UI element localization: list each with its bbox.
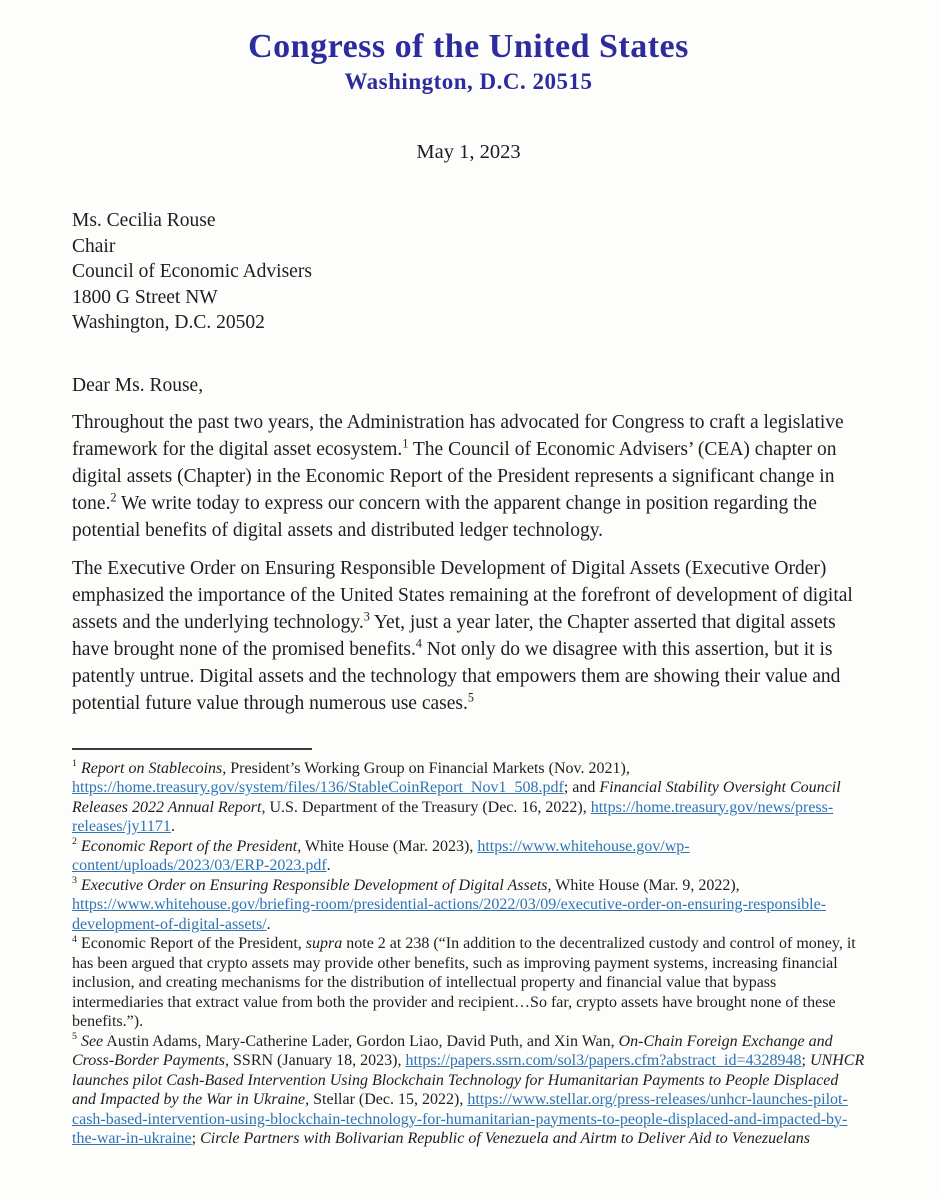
letter-date: May 1, 2023 [416, 141, 521, 163]
recipient-city: Washington, D.C. 20502 [72, 312, 265, 333]
recipient-title: Chair [72, 235, 116, 257]
footnote-3 [72, 876, 865, 935]
footnote-2 [72, 837, 865, 876]
text-run: ; and [563, 779, 600, 796]
recipient-address-block [72, 208, 865, 336]
hyperlink[interactable]: https://www.whitehouse.gov/wp-content/uploads/2023/03/ERP-2023.pdf [72, 837, 690, 874]
text-run: The Council of Economic Advisers’ (CEA) chapter on digital assets (Chapter) in the Economic Report of the President represents a significant change in tone. [72, 438, 837, 514]
hyperlink[interactable]: https://www.stellar.org/press-releases/unhcr-launches-pilot-cash-based-intervention-using-blockchain-technology-for-humanitarian-payments-to-people-displaced-and-impacted-by-the-war-in-ukraine [72, 1091, 848, 1147]
text-run: ; [191, 1130, 201, 1147]
italic-text: Economic Report of the President, [80, 837, 302, 855]
text-run: Throughout the past two years, the Administration has advocated for Congress to craft a legislative framework for the digital asset ecosystem. [72, 411, 844, 460]
recipient-organization: Council of Economic Advisers [72, 261, 312, 282]
footnote-text [72, 760, 841, 836]
footnote-4 [72, 934, 865, 1032]
hyperlink[interactable]: https://home.treasury.gov/system/files/136/StableCoinReport_Nov1_508.pdf [72, 779, 564, 796]
italic-text: supra [305, 935, 343, 952]
recipient-name: Ms. Cecilia Rouse [72, 210, 216, 231]
hyperlink[interactable]: https://papers.ssrn.com/sol3/papers.cfm?abstract_id=4328948 [405, 1052, 802, 1069]
body-paragraph-1 [72, 409, 865, 544]
italic-text: On-Chain Foreign Exchange and Cross-Border Payments, [72, 1032, 833, 1069]
footnote-ref: 1 [402, 436, 409, 450]
footnote-ref: 4 [415, 636, 422, 650]
text-run: We write today to express our concern with the apparent change in position regarding the potential benefits of digital assets and distributed ledger technology. [72, 492, 817, 541]
text-run: Austin Adams, Mary-Catherine Lader, Gordon Liao, David Puth, and Xin Wan, [103, 1032, 619, 1050]
text-run: note 2 at 238 (“In addition to the decentralized custody and control of money, it has been argued that crypto assets may provide other benefits, such as improving payment systems, increasing financial inclusion, and creating mechanisms for the distribution of intellectual property and financial value that bypass intermediaries that extract value from both the provider and recipient…So far, crypto assets have brought none of these benefits.”). [72, 935, 856, 1030]
italic-text: UNHCR launches pilot Cash-Based Intervention Using Blockchain Technology for Humanitarian Payments to People Displaced and Impacted by the War in Ukraine, [72, 1052, 865, 1108]
text-run: President’s Working Group on Financial Markets (Nov. 2021), [226, 759, 630, 777]
letterhead-subtitle: Washington, D.C. 20515 [344, 69, 593, 94]
footnote-ref: 3 [363, 609, 370, 623]
text-run: . [326, 857, 331, 874]
footnote-text [72, 877, 826, 933]
footnote-marker: 2 [72, 836, 77, 848]
footnote-text [72, 935, 856, 1030]
footnote-marker: 1 [72, 758, 77, 770]
footnotes-section [72, 759, 865, 1149]
footnote-separator [72, 748, 312, 750]
text-run: Yet, just a year later, the Chapter asserted that digital assets have brought none of the promised benefits. [72, 611, 836, 660]
text-run: The Executive Order on Ensuring Responsible Development of Digital Assets (Executive Order) emphasized the importance of the United States remaining at the forefront of development of digital assets and the underlying technology. [72, 557, 853, 633]
salutation: Dear Ms. Rouse, [72, 374, 204, 396]
italic-text: See [80, 1032, 104, 1050]
italic-text: Report on Stablecoins, [80, 759, 227, 777]
body-paragraph-2 [72, 555, 865, 717]
text-run: ; [801, 1052, 810, 1069]
hyperlink[interactable]: https://www.whitehouse.gov/briefing-room/presidential-actions/2022/03/09/executive-order-on-ensuring-responsible-development-of-digital-assets/ [72, 896, 827, 933]
text-run: . [170, 818, 175, 835]
footnote-ref: 5 [467, 690, 474, 704]
letterhead [72, 28, 865, 95]
text-run: U.S. Department of the Treasury (Dec. 16, 2022), [265, 798, 591, 816]
text-run: Not only do we disagree with this assertion, but it is patently untrue. Digital assets and the technology that empowers them are showing their value and potential future value through numerous use cases. [72, 638, 841, 714]
recipient-street: 1800 G Street NW [72, 286, 218, 308]
text-run: Stellar (Dec. 15, 2022), [309, 1091, 468, 1108]
footnote-marker: 5 [72, 1031, 77, 1043]
footnote-text [72, 838, 690, 875]
footnote-text [72, 1033, 864, 1148]
footnote-5 [72, 1032, 865, 1149]
footnote-marker: 3 [72, 875, 77, 887]
italic-text: Financial Stability Oversight Council Releases 2022 Annual Report, [72, 779, 841, 816]
italic-text: Circle Partners with Bolivarian Republic of Venezuela and Airtm to Deliver Aid to Venezuelans [200, 1130, 810, 1147]
footnote-ref: 2 [110, 490, 117, 504]
italic-text: Executive Order on Ensuring Responsible Development of Digital Assets, [80, 876, 552, 894]
text-run: . [266, 915, 271, 933]
text-run: White House (Mar. 2023), [301, 837, 478, 855]
hyperlink[interactable]: https://home.treasury.gov/news/press-releases/jy1171 [72, 798, 834, 835]
footnote-1 [72, 759, 865, 837]
text-run: White House (Mar. 9, 2022), [551, 876, 740, 894]
footnote-marker: 4 [72, 933, 77, 945]
text-run: Economic Report of the President, [80, 935, 306, 952]
text-run: SSRN (January 18, 2023), [229, 1052, 406, 1069]
letterhead-title: Congress of the United States [248, 28, 689, 65]
